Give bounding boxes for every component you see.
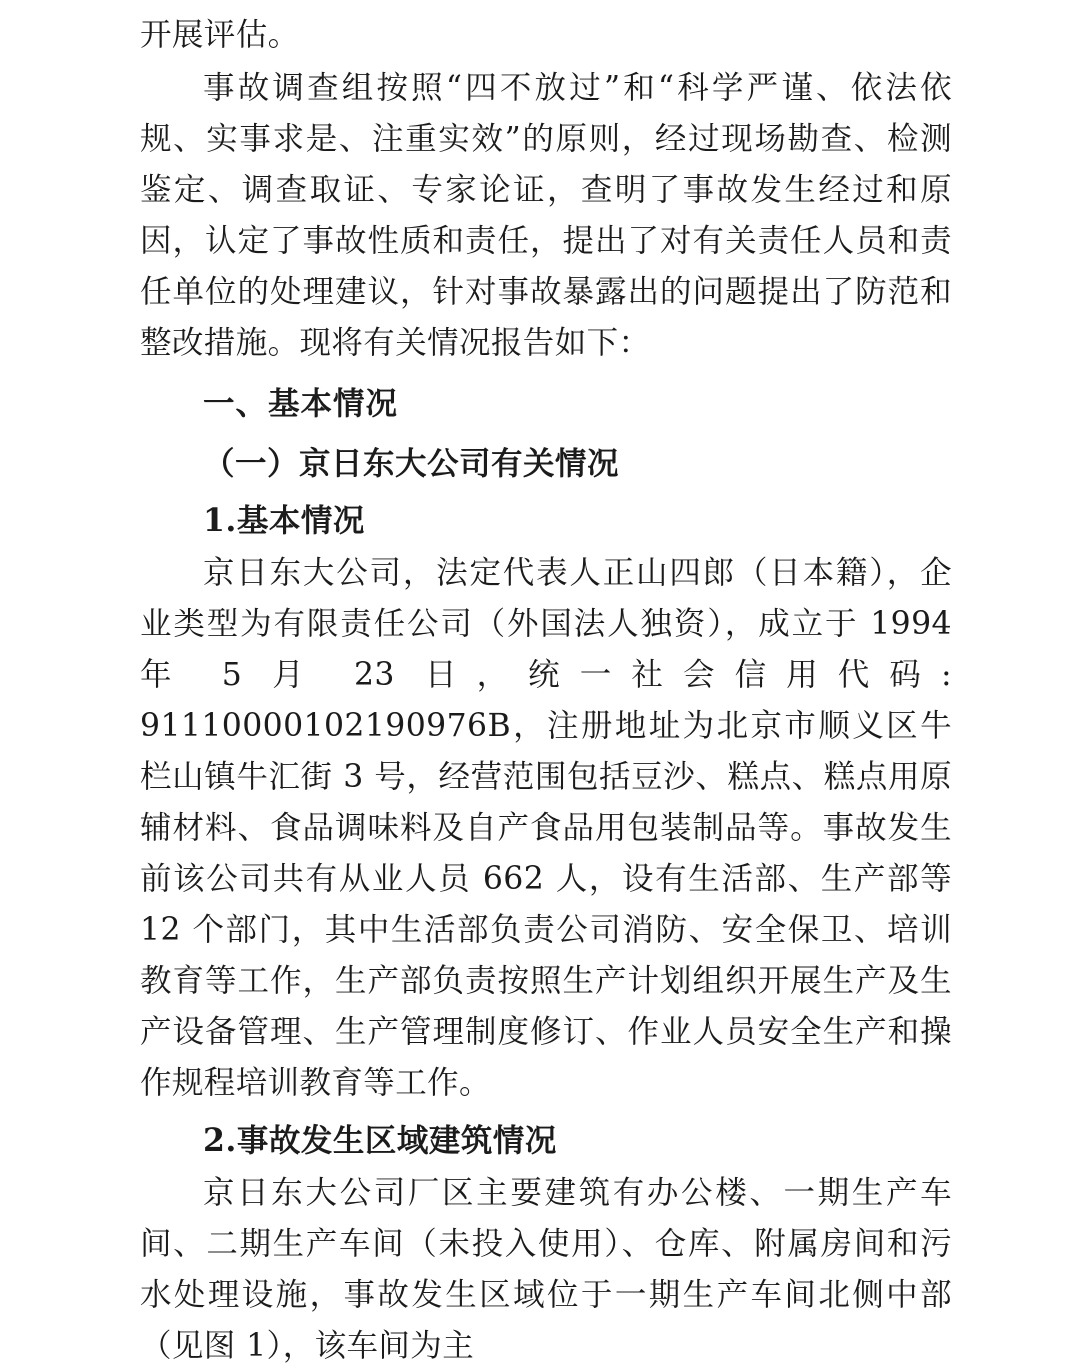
paragraph-investigation-group: 事故调查组按照“四不放过”和“科学严谨、依法依规、实事求是、注重实效”的原则，经过现场勘查、检测鉴定、调查取证、专家论证，查明了事故发生经过和原因，认定了事故性质和责任，提出了对有关责任人员和责任单位的处理建议，针对事故暴露出的问题提出了防范和整改措施。现将有关情况报告如下： bbox=[140, 70, 952, 362]
heading-basic-info: 1.基本情况 bbox=[203, 502, 365, 540]
heading-accident-area-building: 2.事故发生区域建筑情况 bbox=[203, 1122, 557, 1160]
paragraph-company-profile: 京日东大公司，法定代表人正山四郎（日本籍），企业类型为有限责任公司（外国法人独资），成立于 1994 年 5 月 23 日，统一社会信用代码: 91110000102190976B，注册地址为北京市顺义区牛栏山镇牛汇街 3 号，经营范围包括豆沙、糕点、糕点用原辅材料、食品调味料及自产食品用包装制品等。事故发生前该公司共有从业人员 662 人，设有生活部、生产部等 12 个部门，其中生活部负责公司消防、安全保卫、培训教育等工作，生产部负责按照生产计划组织开展生产及生产设备管理、生产管理制度修订、作业人员安全生产和操作规程培训教育等工作。 bbox=[140, 555, 952, 1102]
heading-basic-situation: 一、基本情况 bbox=[203, 386, 399, 423]
document-body bbox=[140, 10, 952, 1372]
paragraph-plant-buildings: 京日东大公司厂区主要建筑有办公楼、一期生产车间、二期生产车间（未投入使用）、仓库、附属房间和污水处理设施，事故发生区域位于一期生产车间北侧中部（见图 1），该车间为主 bbox=[140, 1175, 952, 1365]
heading-company-situation: （一）京日东大公司有关情况 bbox=[203, 445, 620, 483]
paragraph-continuation-assessment: 开展评估。 bbox=[140, 17, 300, 53]
